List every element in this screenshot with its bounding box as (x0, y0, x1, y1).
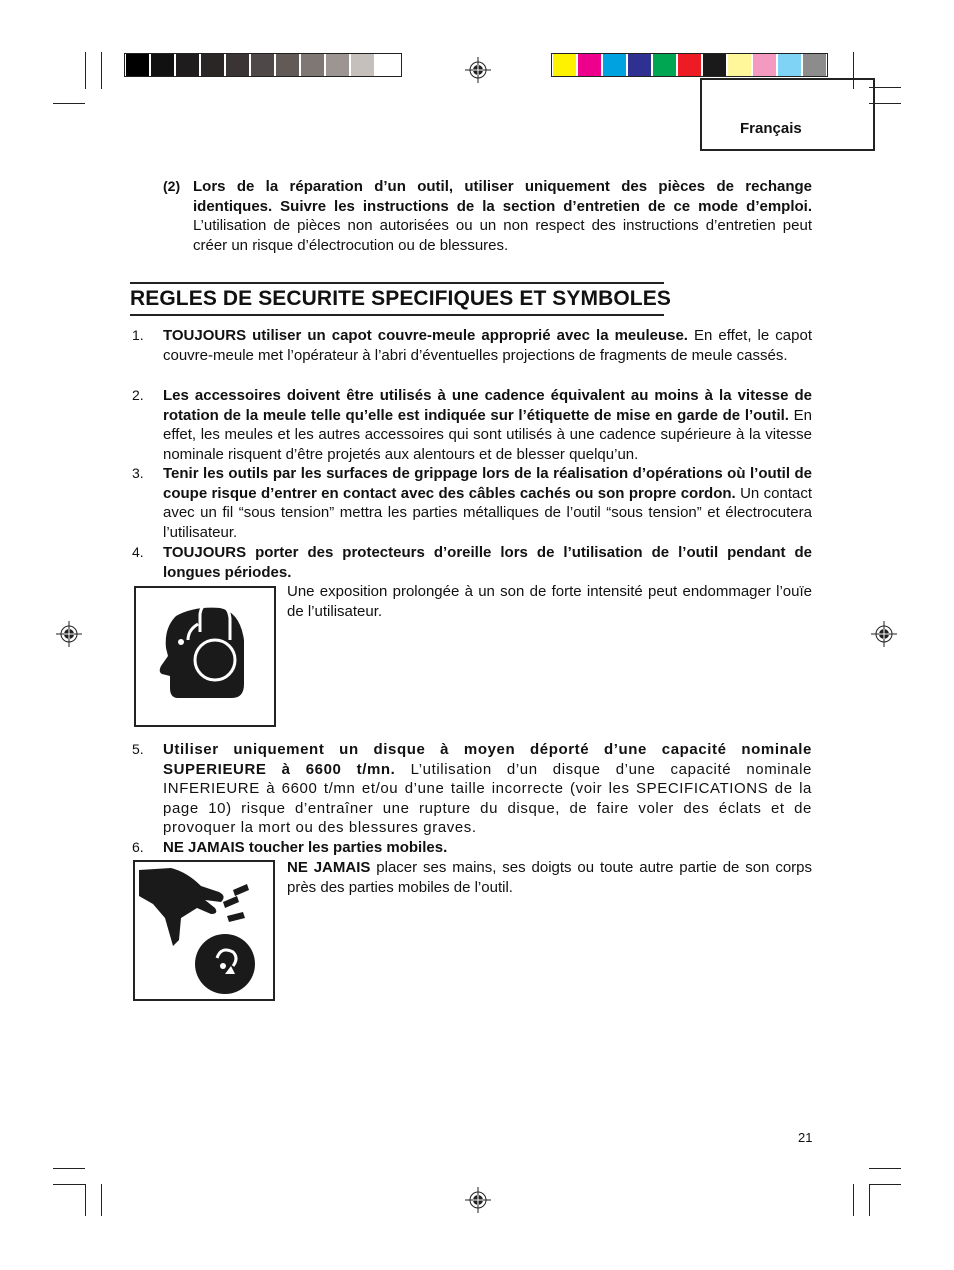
item-body: Un contact avec un fil “sous tension” mettra les parties métalliques de l’outil “sous tension” et électrocutera l’utilisateur. (163, 484, 812, 541)
item-bold: Les accessoires doivent être utilisés à une cadence équivalent au moins à la vitesse de rotation de la meule telle qu’elle est indiquée sur l’étiquette de mise en garde de l’outil. (163, 387, 812, 424)
crop-mark (869, 1168, 901, 1169)
color-swatch (351, 54, 374, 76)
language-tab (700, 78, 875, 151)
language-label: Français (740, 120, 802, 137)
item-bold: Utiliser uniquement un disque à moyen déporté d’une capacité nominale SUPERIEURE à 6600 t/mn. (163, 741, 812, 778)
item-note: Une exposition prolongée à un son de forte intensité peut endommager l’ouïe de l’utilisateur. (287, 583, 812, 620)
color-swatch (678, 54, 701, 76)
item-body: En effet, les meules et les autres accessoires qui sont utilisés à une cadence supérieure à la vitesse nominale risquent d’être projetés aux alentours et de blesser quelqu’un. (163, 406, 812, 463)
intro-item-text (193, 177, 812, 255)
crop-mark (869, 1184, 901, 1185)
list-item (163, 464, 812, 542)
intro-item-body: L’utilisation de pièces non autorisées ou un non respect des instructions d’entretien peut créer un risque d’électrocution ou de blessures. (193, 217, 812, 254)
crop-mark (869, 1184, 870, 1216)
item-bold: Tenir les outils par les surfaces de grippage lors de la réalisation d’opérations où l’outil de coupe risque d’entrer en contact avec des câbles cachés ou son propre cordon. (163, 465, 812, 502)
color-swatch (201, 54, 224, 76)
item-body: En effet, le capot couvre-meule met l’opérateur à l’abri d’éventuelles projections de fragments de meule cassés. (163, 327, 812, 364)
registration-mark-icon (465, 1187, 491, 1213)
item-note (287, 858, 812, 897)
intro-item-bold: Lors de la réparation d’un outil, utiliser uniquement des pièces de rechange identiques. Suivre les instructions de la section d’entretien de ce mode d’emploi. (193, 178, 812, 215)
item-number: 6. (132, 839, 144, 855)
color-swatch (251, 54, 274, 76)
page-number: 21 (798, 1130, 813, 1145)
ear-protection-icon (136, 588, 274, 725)
crop-mark (53, 1184, 85, 1185)
color-swatch (301, 54, 324, 76)
color-swatch (176, 54, 199, 76)
color-swatch (226, 54, 249, 76)
color-swatch (553, 54, 576, 76)
registration-mark-icon (871, 621, 897, 647)
item-number: 5. (132, 741, 144, 757)
crop-mark (85, 1184, 86, 1216)
color-swatch (603, 54, 626, 76)
color-swatch (276, 54, 299, 76)
color-swatch (326, 54, 349, 76)
crop-mark (101, 1184, 102, 1216)
color-swatch (753, 54, 776, 76)
color-swatch (778, 54, 801, 76)
moving-parts-box (133, 860, 275, 1001)
heading-rule-bottom (130, 314, 664, 316)
item-number: 1. (132, 327, 144, 343)
item-note-body: placer ses mains, ses doigts ou toute autre partie de son corps près des parties mobiles de l’outil. (287, 859, 813, 896)
item-note-bold: NE JAMAIS (287, 859, 371, 876)
color-swatch (578, 54, 601, 76)
item-number: 3. (132, 465, 144, 481)
color-swatch (376, 54, 399, 76)
list-item (163, 386, 812, 464)
item-body: L’utilisation d’un disque d’une capacité nominale INFERIEURE à 6600 t/mn et/ou d’une taille incorrecte (voir les SPECIFICATIONS de la page 10) risque d’entraîner une rupture du disque, de faire voler des éclats et de provoquer la mort ou des blessures graves. (163, 760, 812, 837)
crop-mark (853, 1184, 854, 1216)
intro-item-label: (2) (163, 178, 181, 194)
list-item (163, 543, 812, 582)
crop-mark (101, 52, 102, 89)
list-item (163, 740, 812, 838)
crop-mark (53, 1168, 85, 1169)
list-item (163, 838, 812, 858)
color-swatch (628, 54, 651, 76)
item-number: 2. (132, 387, 144, 403)
item-number: 4. (132, 544, 144, 560)
color-swatch (703, 54, 726, 76)
item-bold: TOUJOURS utiliser un capot couvre-meule approprié avec la meuleuse. (163, 327, 688, 344)
moving-parts-hand-icon (135, 862, 273, 999)
color-swatch (803, 54, 826, 76)
registration-mark-icon (56, 621, 82, 647)
heading-rule-top (130, 282, 664, 284)
item-bold: NE JAMAIS toucher les parties mobiles. (163, 839, 448, 856)
item-bold: TOUJOURS porter des protecteurs d’oreille lors de l’utilisation de l’outil pendant de longues périodes. (163, 544, 812, 581)
list-item (163, 326, 812, 365)
crop-mark (85, 52, 86, 89)
color-swatch (653, 54, 676, 76)
color-swatch (126, 54, 149, 76)
ear-protection-box (134, 586, 276, 727)
section-title: REGLES DE SECURITE SPECIFIQUES ET SYMBOLES (130, 287, 671, 310)
crop-mark (53, 103, 85, 104)
registration-mark-icon (465, 57, 491, 83)
color-swatch (151, 54, 174, 76)
color-swatch (728, 54, 751, 76)
